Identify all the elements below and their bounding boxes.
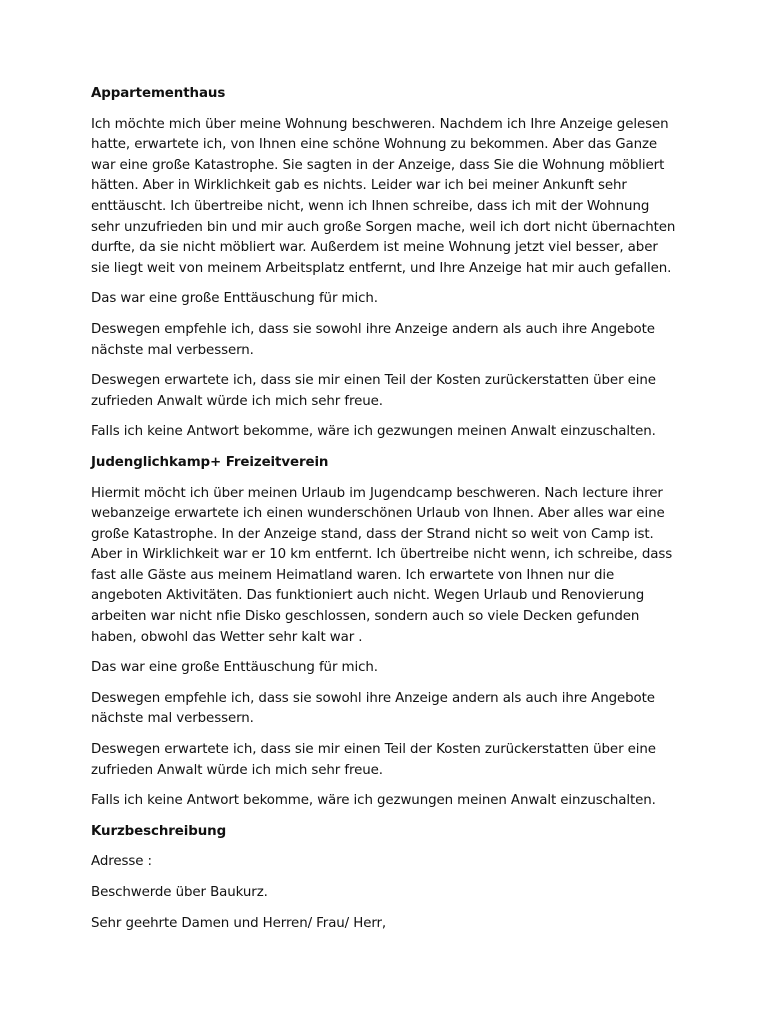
text-line: Aber in Wirklichkeit war er 10 km entfernt. Ich übertreibe nicht wenn, ich schreibe, dass bbox=[91, 547, 673, 563]
text-line: webanzeige erwartete ich einen wunderschönen Urlaub von Ihnen. Aber alles war eine bbox=[91, 506, 665, 522]
text-line: Das war eine große Enttäuschung für mich. bbox=[91, 660, 378, 676]
paragraph-s1-refund bbox=[91, 371, 681, 412]
text-line: nächste mal verbessern. bbox=[91, 342, 254, 358]
text-line: Adresse : bbox=[91, 854, 152, 870]
paragraph-s2-refund bbox=[91, 740, 681, 781]
text-line: durfte, da sie nicht möbliert war. Außerdem ist meine Wohnung jetzt viel besser, aber bbox=[91, 240, 658, 256]
text-line: hatte, erwartete ich, von Ihnen eine schöne Wohnung zu bekommen. Aber das Ganze bbox=[91, 137, 658, 153]
paragraph-s2-complaint bbox=[91, 484, 681, 649]
text-line: Deswegen empfehle ich, dass sie sowohl ihre Anzeige andern als auch ihre Angebote bbox=[91, 321, 655, 337]
paragraph-s2-disappointment bbox=[91, 658, 681, 679]
heading-appartementhaus: Appartementhaus bbox=[91, 86, 226, 101]
text-line: angeboten Aktivitäten. Das funktioniert auch nicht. Wegen Urlaub und Renovierung bbox=[91, 588, 645, 604]
text-line: Beschwerde über Baukurz. bbox=[91, 885, 268, 900]
text-line: war eine große Katastrophe. Sie sagten in der Anzeige, dass Sie die Wohnung möbliert bbox=[91, 157, 665, 173]
text-line: Hiermit möcht ich über meinen Urlaub im Jugendcamp beschweren. Nach lecture ihrer bbox=[91, 485, 663, 501]
text-line: hätten. Aber in Wirklichkeit gab es nichts. Leider war ich bei meiner Ankunft sehr bbox=[91, 178, 627, 194]
paragraph-s1-disappointment bbox=[91, 289, 681, 310]
text-line: Deswegen empfehle ich, dass sie sowohl ihre Anzeige andern als auch ihre Angebote bbox=[91, 690, 655, 706]
text-line: Sehr geehrte Damen und Herren/ Frau/ Herr, bbox=[91, 915, 387, 931]
paragraph-s3-subject bbox=[91, 883, 681, 904]
paragraph-s3-address bbox=[91, 852, 681, 873]
paragraph-s1-lawyer bbox=[91, 422, 681, 443]
text-line: fast alle Gäste aus meinem Heimatland waren. Ich erwartete von Ihnen nur die bbox=[91, 567, 615, 583]
text-line: Falls ich keine Antwort bekomme, wäre ich gezwungen meinen Anwalt einzuschalten. bbox=[91, 793, 656, 809]
heading-kurzbeschreibung: Kurzbeschreibung bbox=[91, 823, 227, 839]
text-line: zufrieden Anwalt würde ich mich sehr freue. bbox=[91, 393, 383, 409]
text-line: zufrieden Anwalt würde ich mich sehr freue. bbox=[91, 762, 383, 778]
document-page bbox=[91, 84, 681, 944]
text-line: haben, obwohl das Wetter sehr kalt war . bbox=[91, 629, 363, 645]
text-line: sehr unzufrieden bin und mir auch große Sorgen mache, weil ich dort nicht übernachten bbox=[91, 219, 676, 235]
text-line: Deswegen erwartete ich, dass sie mir einen Teil der Kosten zurückerstatten über eine bbox=[91, 373, 656, 389]
text-line: Ich möchte mich über meine Wohnung beschweren. Nachdem ich Ihre Anzeige gelesen bbox=[91, 116, 669, 132]
text-line: arbeiten war nicht nfie Disko geschlossen, sondern auch so viele Decken gefunden bbox=[91, 609, 640, 625]
text-line: sie liegt weit von meinem Arbeitsplatz entfernt, und Ihre Anzeige hat mir auch gefallen. bbox=[91, 260, 672, 276]
paragraph-s3-salutation bbox=[91, 914, 681, 935]
paragraph-s1-recommendation bbox=[91, 320, 681, 361]
text-line: Falls ich keine Antwort bekomme, wäre ich gezwungen meinen Anwalt einzuschalten. bbox=[91, 424, 656, 440]
text-line: Das war eine große Enttäuschung für mich. bbox=[91, 291, 378, 307]
paragraph-s1-complaint bbox=[91, 115, 681, 280]
paragraph-s2-recommendation bbox=[91, 689, 681, 730]
text-line: Deswegen erwartete ich, dass sie mir einen Teil der Kosten zurückerstatten über eine bbox=[91, 742, 656, 758]
text-line: nächste mal verbessern. bbox=[91, 711, 254, 727]
text-line: enttäuscht. Ich übertreibe nicht, wenn ich Ihnen schreibe, dass ich mit der Wohnung bbox=[91, 198, 650, 214]
text-line: große Katastrophe. In der Anzeige stand, dass der Strand nicht so weit von Camp ist. bbox=[91, 526, 654, 542]
heading-jugendcamp: Judenglichkamp+ Freizeitverein bbox=[91, 454, 329, 470]
paragraph-s2-lawyer bbox=[91, 791, 681, 812]
